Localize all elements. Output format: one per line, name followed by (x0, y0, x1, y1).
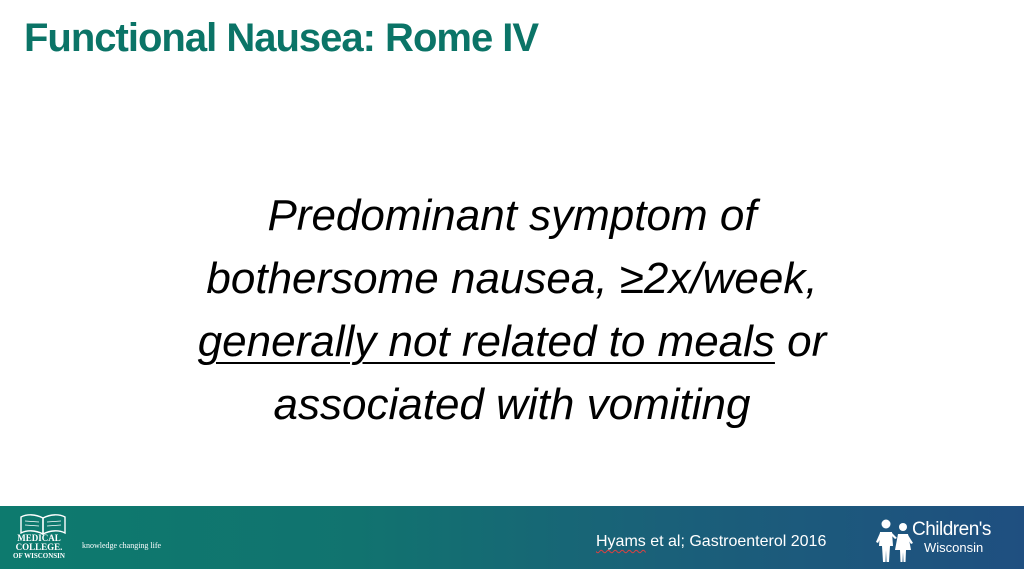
body-line-3-rest: or (774, 317, 827, 366)
body-line-1: Predominant symptom of (267, 191, 757, 240)
slide-body-text (112, 184, 912, 436)
body-line-3 (112, 310, 912, 373)
footer-banner (0, 506, 1024, 569)
body-line-2: bothersome nausea, ≥2x/week, (206, 254, 818, 303)
wisconsin-wordmark: Wisconsin (924, 540, 984, 555)
mcw-tagline: knowledge changing life (82, 541, 162, 550)
underlined-phrase: generally not related to meals (197, 317, 775, 366)
childrens-wordmark: Children's (912, 519, 991, 540)
slide-title: Functional Nausea: Rome IV (24, 16, 539, 60)
body-line-4: associated with vomiting (273, 380, 751, 429)
citation (596, 533, 826, 551)
citation-source: et al; Gastroenterol 2016 (645, 533, 827, 550)
mcw-wordmark: MEDICAL COLLEGE. OF WISCONSIN (13, 533, 65, 560)
citation-author: Hyams (596, 533, 646, 550)
children-figures-icon (876, 518, 914, 564)
